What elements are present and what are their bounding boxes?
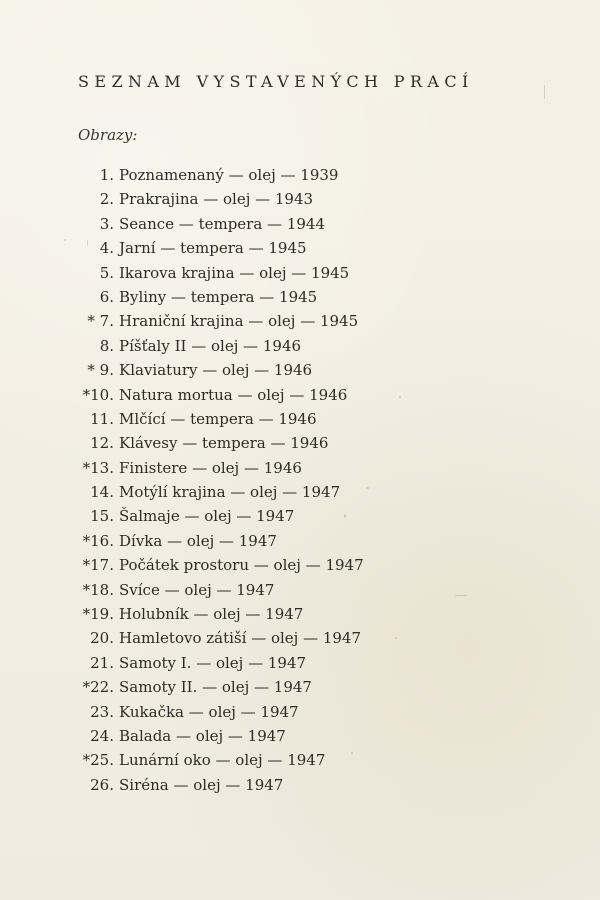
item-title: Motýlí krajina — olej — 1947 <box>119 483 341 502</box>
item-number: 2. <box>99 190 114 209</box>
item-number: *17. <box>82 556 114 575</box>
item-number: 12. <box>90 434 114 453</box>
list-item <box>78 626 364 650</box>
item-number: 11. <box>90 409 114 428</box>
item-number: *16. <box>82 531 114 550</box>
list-item <box>78 358 364 382</box>
list-item <box>78 236 364 260</box>
paper-speck <box>399 396 401 398</box>
item-title: Klaviatury — olej — 1946 <box>119 361 313 380</box>
item-number: * 7. <box>87 312 114 331</box>
item-number: 21. <box>90 653 114 672</box>
section-label: Obrazy: <box>78 126 138 144</box>
item-title: Ikarova krajina — olej — 1945 <box>119 263 350 282</box>
item-number: 15. <box>90 507 114 526</box>
paper-speck <box>344 514 346 518</box>
paper-speck <box>87 240 88 246</box>
item-title: Svíce — olej — 1947 <box>119 580 275 599</box>
item-title: Lunární oko — olej — 1947 <box>119 751 326 770</box>
list-item <box>78 334 364 358</box>
list-item <box>78 163 364 187</box>
list-item <box>78 456 364 480</box>
list-item <box>78 724 364 748</box>
list-item <box>78 212 364 236</box>
item-title: Natura mortua — olej — 1946 <box>119 385 348 404</box>
paper-speck <box>544 85 545 99</box>
item-title: Seance — tempera — 1944 <box>119 214 326 233</box>
item-title: Hamletovo zátiší — olej — 1947 <box>119 629 362 648</box>
item-number: * 9. <box>87 361 114 380</box>
item-title: Klávesy — tempera — 1946 <box>119 434 329 453</box>
item-number: *18. <box>82 580 114 599</box>
paper-speck <box>395 637 397 639</box>
item-number: 1. <box>99 166 114 184</box>
item-title: Jarní — tempera — 1945 <box>119 239 307 258</box>
list-item <box>78 578 364 602</box>
item-title: Píšťaly II — olej — 1946 <box>119 336 302 355</box>
list-item <box>78 187 364 211</box>
list-item <box>78 675 364 699</box>
item-number: 4. <box>99 239 114 258</box>
item-number: 8. <box>99 336 114 355</box>
item-number: 23. <box>90 702 114 721</box>
paper-speck <box>455 595 467 596</box>
list-item <box>78 529 364 553</box>
item-number: 5. <box>99 263 114 282</box>
document-heading: SEZNAM VYSTAVENÝCH PRACÍ <box>78 72 474 91</box>
list-item <box>78 261 364 285</box>
paper-speck <box>366 487 369 489</box>
list-item <box>78 431 364 455</box>
item-number: 26. <box>90 775 114 794</box>
item-number: 6. <box>99 287 114 306</box>
list-item <box>78 309 364 333</box>
item-title: Šalmaje — olej — 1947 <box>119 507 295 526</box>
item-title: Holubník — olej — 1947 <box>119 605 304 624</box>
item-title: Samoty I. — olej — 1947 <box>119 653 307 672</box>
item-title: Finistere — olej — 1946 <box>119 458 302 477</box>
item-title: Hraniční krajina — olej — 1945 <box>119 312 359 331</box>
item-number: 14. <box>90 483 114 502</box>
item-number: *22. <box>82 678 114 697</box>
item-number: *10. <box>82 385 114 404</box>
item-title: Samoty II. — olej — 1947 <box>119 678 312 697</box>
list-item <box>78 773 364 797</box>
list-item <box>78 285 364 309</box>
item-number: 3. <box>99 214 114 233</box>
list-item <box>78 700 364 724</box>
item-number: *19. <box>82 605 114 624</box>
paper-speck <box>64 239 66 241</box>
list-item <box>78 553 364 577</box>
item-title: Poznamenaný — olej — 1939 <box>119 166 339 184</box>
item-number: *13. <box>82 458 114 477</box>
list-item <box>78 407 364 431</box>
list-item <box>78 480 364 504</box>
paper-speck <box>351 752 353 754</box>
list-item <box>78 748 364 772</box>
item-number: 24. <box>90 726 114 745</box>
list-item <box>78 651 364 675</box>
item-title: Byliny — tempera — 1945 <box>119 287 318 306</box>
list-item <box>78 504 364 528</box>
item-number: 20. <box>90 629 114 648</box>
item-title: Mlčící — tempera — 1946 <box>119 409 317 428</box>
item-number: *25. <box>82 751 114 770</box>
item-title: Siréna — olej — 1947 <box>119 775 284 794</box>
list-item <box>78 602 364 626</box>
list-item <box>78 383 364 407</box>
works-list <box>78 163 364 797</box>
item-title: Prakrajina — olej — 1943 <box>119 190 314 209</box>
item-title: Kukačka — olej — 1947 <box>119 702 299 721</box>
item-title: Balada — olej — 1947 <box>119 726 286 745</box>
item-title: Počátek prostoru — olej — 1947 <box>119 556 364 575</box>
item-title: Dívka — olej — 1947 <box>119 531 277 550</box>
